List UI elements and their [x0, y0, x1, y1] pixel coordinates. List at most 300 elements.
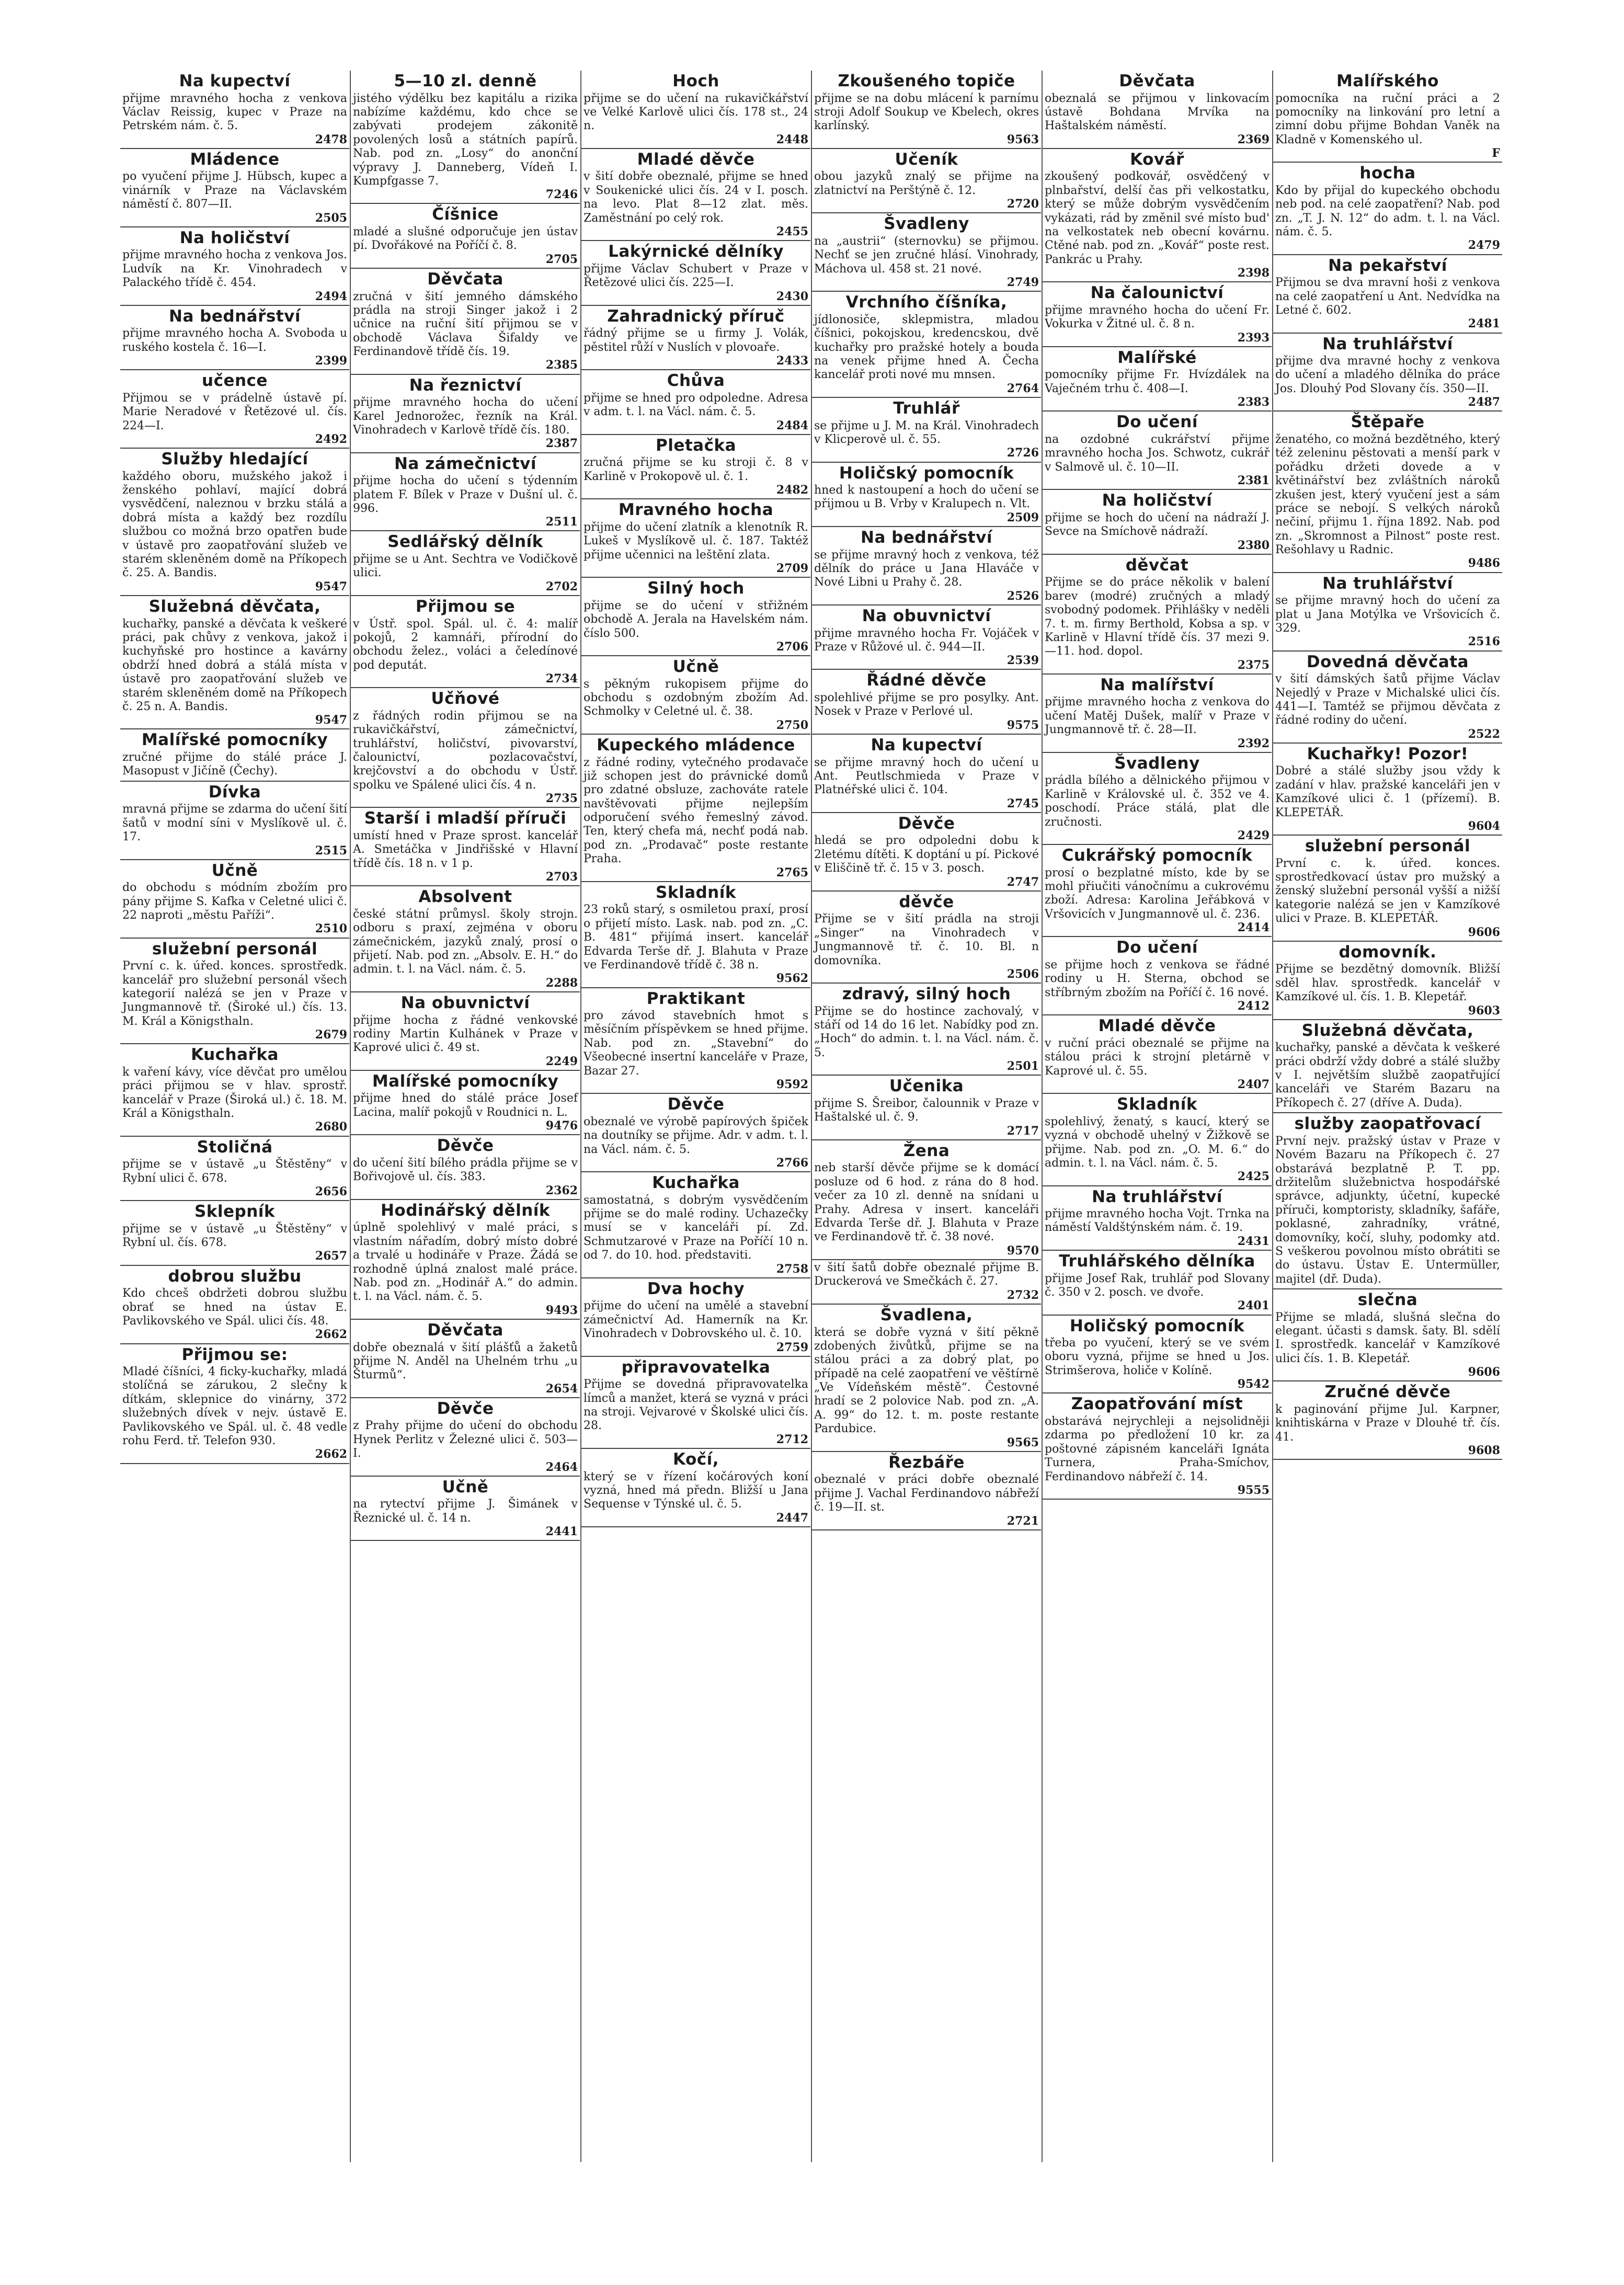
ad-heading: Kuchařka [652, 1173, 740, 1193]
ad-code: 2430 [776, 289, 808, 303]
ad-text: přijme se na dobu mlácení k parnímu stroji Adolf Soukup ve Kbelech, okres karlínský. [814, 92, 1039, 133]
ad-text: Přijme se v šití prádla na stroji „Singer“ na Vinohradech v Jungmannově tř. č. 10. Bl. n domovníka. [814, 912, 1039, 967]
ad-code: 2703 [545, 870, 578, 884]
ad-text: k paginování přijme Jul. Karpner, knihtiskárna v Praze v Dlouhé tř. čís. 41. [1275, 1402, 1500, 1444]
ad-text: přijme mravného hocha Fr. Vojáček v Praze v Růžové ul. č. 944—II. [814, 626, 1039, 654]
classified-ad [812, 1452, 1041, 1530]
ad-heading: Děvče [437, 1136, 494, 1156]
classified-ad [120, 1344, 349, 1464]
ad-code: 9555 [1237, 1483, 1270, 1497]
column-6 [1273, 71, 1502, 2162]
ad-heading: Na truhlářství [1322, 334, 1453, 353]
ad-code: 2510 [315, 922, 347, 936]
ad-heading: Sedlářský dělník [387, 532, 543, 552]
classified-ad [120, 596, 349, 729]
ad-heading: domovník. [1339, 942, 1437, 962]
ad-heading: služby zaopatřovací [1294, 1114, 1481, 1134]
ad-heading: Kuchařka [191, 1045, 279, 1065]
ad-text: se přijme hoch z venkova se řádné rodiny u H. Sterna, obchod se stříbrným zbožím na Poříčí č. 16 nové. [1045, 958, 1270, 999]
ad-heading: připravovatelka [621, 1357, 771, 1377]
ad-text: přijme Josef Rak, truhlář pod Slovany č. 350 v 2. posch. ve dvoře. [1045, 1272, 1270, 1299]
ad-text: ženatého, co možná bezdětného, který též zeleninu pěstovati a menší park v pořádku držeti dovede a v květinářství bez zvláštních nároků zkušen jest, který vyučení jest a sám práce se nebojí. S velkých nároků nečiní, přijmu 1. října 1892. Nab. pod zn. „Skromnost a Pilnost“ poste rest. Rešohlavy u Radnic. [1275, 432, 1500, 557]
ad-code: 2749 [1007, 276, 1039, 290]
ad-code: 9604 [1468, 819, 1500, 833]
ad-code: 2464 [545, 1460, 578, 1474]
classified-ad [812, 984, 1041, 1076]
ad-text: zručná přijme se ku stroji č. 8 v Karlině v Prokopově ul. č. 1. [584, 456, 808, 483]
classified-ad [581, 149, 810, 241]
ad-text: Přijmou se v prádelně ústavě pí. Marie Neradové v Řetězové ul. čís. 224—I. [122, 391, 347, 432]
ad-text: Mladé číšníci, 4 ficky-kuchařky, mladá stolíčná se zárukou, 2 slečny k dítkám, sklepnice do vinárny, 372 služebných dívek v nejv. ústavě E. Pavlikovského ve Spál. ul. č. 48 vedle rohu Ferd. tř. Telefon 930. [122, 1365, 347, 1448]
classified-ad [1043, 675, 1272, 753]
ad-heading: Služby hledající [161, 450, 308, 469]
column-2 [351, 71, 580, 2162]
ad-text: přijme mravného hocha z venkova do učení Matěj Dušek, malíř v Praze v Jungmannově tř. č. 28—II. [1045, 695, 1270, 737]
classified-ad [1043, 412, 1272, 490]
ad-code: 2505 [315, 211, 347, 225]
ad-text: obstarává nejrychleji a nejsolidněji zdarma po předložení 10 kr. za poštovné zápisném kanceláři Ignáta Turnera, Praha-Smíchov, Ferdinandovo nábřeží č. 14. [1045, 1415, 1270, 1483]
ad-heading: Přijmou se: [181, 1345, 288, 1364]
ad-heading: Učňové [431, 689, 500, 709]
ad-text: kuchařky, panské a děvčata k veškeré práci, pak chůvy z venkova, jakož i kuchyňské pro hostince a kavárny obdrží hned dobrá a stálá místa v ústavě pro zaopatřování služeb ve starém skleněném domě na Příkopech č. 25 n. A. Bandis. [122, 617, 347, 713]
ad-text: v Ústř. spol. Spál. ul. č. 4: malíř pokojů, 2 kamnáři, přírodní do obchodu želez., voláci a čeledínové pod deputát. [353, 617, 578, 672]
ad-heading: Na obuvnictví [862, 606, 991, 625]
classified-ad [812, 71, 1041, 149]
ad-heading: Na kupectví [871, 735, 982, 755]
ad-text: přijme se v ústavě „u Štěstěny“ v Rybní ul. čís. 678. [122, 1222, 347, 1250]
ad-heading: Na zámečnictví [394, 454, 537, 473]
classified-ad [1273, 71, 1502, 163]
ad-code: 9493 [545, 1303, 578, 1317]
classified-ad [1273, 1020, 1502, 1114]
ad-heading: Na holičství [1102, 491, 1213, 510]
ad-heading: Stoličná [197, 1137, 273, 1157]
ad-text: přijme S. Šreibor, čalounnik v Praze v Haštalské ul. č. 9. [814, 1096, 1039, 1124]
ad-heading: Zručné děvče [1324, 1383, 1451, 1402]
ad-heading: Dovedná děvčata [1306, 652, 1469, 671]
ad-text: přijme mravného hocha A. Svoboda u ruského kostela č. 16—I. [122, 327, 347, 354]
ad-code: 9542 [1237, 1377, 1270, 1391]
classified-ad [581, 241, 810, 306]
ad-code: 2398 [1237, 266, 1270, 280]
ad-code: 2705 [545, 252, 578, 266]
ad-code: 2441 [545, 1525, 578, 1539]
ad-code: 2385 [545, 358, 578, 372]
ad-text: Přijme se do práce několik v balení barev (modré) zručných a mladý svobodný podomek. Přihlášky v neděli 7. t. m. firmy Berthold, Kobsa a sp. v Karlině v Hlavní třídě čís. 37 mezi 9.—11. hod. dopol. [1045, 576, 1270, 658]
ad-code: 2492 [315, 432, 347, 446]
ad-code: 2455 [776, 225, 808, 239]
ad-text: pro závod stavebních hmot s měsíčním příspěvkem se hned přijme. Nab. pod zn. „Stavební“ do Všeobecné insertní kanceláře v Praze, Bazar 27. [584, 1009, 808, 1078]
ad-text: do učení šití bílého prádla přijme se v Bořivojově ul. čís. 383. [353, 1156, 578, 1184]
classified-ad [1043, 555, 1272, 675]
classified-ad [351, 1071, 580, 1136]
classified-ad [812, 670, 1041, 735]
ad-text: přijme mravného hocha Vojt. Trnka na náměstí Valdštýnském nám. č. 19. [1045, 1207, 1270, 1235]
classified-ad [1273, 1289, 1502, 1381]
ad-text: Přijme se mladá, slušná slečna do elegant. účasti s damsk. šaty. Bl. sdělí I. sprostředk. kancelář v Kamzíkové ulici čís. 1. B. Klepetář. [1275, 1310, 1500, 1365]
classified-ad [812, 463, 1041, 528]
ad-heading: děvče [899, 892, 954, 911]
ad-text: přijme hocha do učení s týdenním platem F. Bílek v Praze v Dušní ul. č. 996. [353, 474, 578, 515]
ad-text: na „austrii“ (sternovku) se přijmou. Nechť se jen zručné hlásí. Vinohrady, Máchova ul. 458 st. 21 nové. [814, 234, 1039, 276]
classified-ad [812, 213, 1041, 292]
ad-heading: Na kupectví [179, 72, 291, 90]
classified-ad [581, 578, 810, 656]
ad-code: 2433 [776, 354, 808, 368]
column-1 [120, 71, 349, 2162]
classified-ad [812, 813, 1041, 892]
classified-ad [351, 269, 580, 375]
newspaper-page [120, 71, 1503, 2162]
classified-ad [351, 531, 580, 596]
ad-code: 2656 [315, 1184, 347, 1198]
ad-text: české státní průmysl. školy strojn. odboru s praxí, zejména v oboru zámečnickém, jazyků znalý, prosí o přijetí. Nab. pod zn. „Absolv. E. H.“ do admin. t. l. na Václ. nám. č. 5. [353, 907, 578, 976]
ad-text: se přijme mravný hoch do učení za plat u Jana Motýlka ve Vršovicích č. 329. [1275, 594, 1500, 635]
ad-text: přijme se u Ant. Sechtra ve Vodičkově ulici. [353, 553, 578, 580]
ad-text: prádla bílého a dělnického přijmou v Karlině v Královské ul. č. 352 ve 4. poschodí. Práce stálá, plat dle zručnosti. [1045, 774, 1270, 829]
ad-text: se přijme mravný hoch z venkova, též dělník do práce u Jana Hlaváče v Nové Libni u Prahy č. 28. [814, 548, 1039, 589]
classified-ad [581, 1449, 810, 1527]
classified-ad [120, 1044, 349, 1136]
classified-ad [1273, 412, 1502, 573]
classified-ad [1043, 1094, 1272, 1186]
classified-ad [351, 688, 580, 808]
ad-heading: Skladník [656, 883, 736, 902]
classified-ad [351, 204, 580, 269]
classified-ad [1043, 845, 1272, 937]
ad-heading: Učně [211, 861, 258, 880]
ad-heading: Děvče [667, 1095, 725, 1114]
ad-code: 2745 [1007, 796, 1039, 810]
ad-code: 2494 [315, 289, 347, 303]
ad-text: k vaření kávy, více děvčat pro umělou práci přijmou se v hlav. sprostř. kancelář v Praze (Široká ul.) č. 18. M. Král a Königsthaln. [122, 1065, 347, 1121]
classified-ad [120, 1137, 349, 1202]
ad-heading: Mladé děvče [1098, 1016, 1216, 1036]
ad-code: 2702 [545, 579, 578, 593]
ad-text: přijme Václav Schubert v Praze v Řetězové ulici čís. 225—I. [584, 262, 808, 290]
ad-code: 2482 [776, 483, 808, 497]
ad-text: Dobré a stálé služby jsou vždy k zadání v hlav. pražské kanceláři jen v Kamzíkové ulici č. 1 (přízemí). B. KLEPETÁŘ. [1275, 764, 1500, 819]
ad-heading: Zkoušeného topiče [838, 72, 1015, 90]
ad-code: 9606 [1468, 925, 1500, 939]
ad-code: 2479 [1468, 238, 1500, 253]
classified-ad [581, 306, 810, 371]
classified-ad [581, 71, 810, 149]
ad-text: z řádných rodin přijmou se na rukavičkářství, zámečnictví, truhlářství, holičství, pivovarství, čalounictví, pozlacovačství, krejčovství a do obchodu v Ústř. spolku ve Spálené ulici čís. 4 n. [353, 709, 578, 792]
classified-ad [120, 1266, 349, 1344]
ad-text: přijme mravného hocha do učení Karel Jednorožec, řezník na Král. Vinohradech v Karlově třídě čís. 180. [353, 396, 578, 437]
ad-heading: Kupeckého mládence [597, 735, 795, 755]
ad-heading: Žena [903, 1141, 950, 1160]
ad-heading: Učně [672, 657, 719, 677]
ad-code: 2732 [1007, 1288, 1039, 1302]
ad-heading: Sklepník [194, 1202, 276, 1221]
ad-heading: Švadleny [884, 214, 969, 234]
classified-ad [812, 1260, 1041, 1305]
ad-code: 2392 [1237, 736, 1270, 750]
classified-ad [1043, 1316, 1272, 1394]
classified-ad [581, 370, 810, 435]
ad-code: 9547 [315, 713, 347, 727]
classified-ad [120, 370, 349, 449]
ad-heading: Děvčata [1119, 72, 1195, 90]
classified-ad [351, 992, 580, 1071]
ad-code: 2249 [545, 1054, 578, 1068]
ad-code: 2484 [776, 418, 808, 432]
ad-code: 2662 [315, 1328, 347, 1342]
ad-code: 9563 [1007, 132, 1039, 146]
classified-ad [120, 939, 349, 1045]
ad-text: který se v řízení kočárových koní vyzná, hned má předn. Bližší u Jana Sequense v Týnské ul. č. 5. [584, 1470, 808, 1511]
classified-ad [120, 729, 349, 781]
ad-heading: Na bednářství [861, 528, 992, 547]
classified-ad [581, 435, 810, 500]
ad-heading: děvčat [1125, 555, 1189, 575]
classified-ad [1273, 334, 1502, 412]
ad-text: hned k nastoupení a hoch do učení se přijmou u B. Vrby v Kralupech n. Vlt. [814, 484, 1039, 511]
classified-ad [351, 375, 580, 453]
classified-ad [581, 882, 810, 988]
classified-ad [351, 1477, 580, 1541]
ad-text: Přijme se bezdětný domovník. Bližší sděl hlav. sprostředk. kancelář v Kamzíkové ul. čís. 1. B. Klepetář. [1275, 963, 1500, 1004]
ad-text: přijme hocha z řádné venkovské rodiny Martin Kulhánek v Praze v Kaprové ulici č. 49 st. [353, 1013, 578, 1055]
ad-heading: Na holičství [179, 228, 290, 247]
ad-code: 2747 [1007, 875, 1039, 889]
ad-text: prosí o bezplatné místo, kde by se mohl přiučiti vánočnímu a cukrovému zboží. Adresa: Karolina Jeřábková v Vršovicích v Jungmannově ul. č. 236. [1045, 866, 1270, 921]
classified-ad [581, 1172, 810, 1278]
ad-code: 2509 [1007, 510, 1039, 524]
ad-heading: Malířského [1336, 72, 1439, 90]
classified-ad [120, 782, 349, 860]
classified-ad [812, 605, 1041, 670]
ad-heading: Služebná děvčata, [1301, 1021, 1474, 1040]
ad-text: dobře obeznalá v šití plášťů a žaketů přijme N. Anděl na Uhelném trhu „u Šturmů“. [353, 1341, 578, 1382]
classified-ad [351, 1320, 580, 1398]
ad-heading: Přijmou se [415, 597, 516, 616]
ad-code: 2381 [1237, 474, 1270, 488]
ad-text: samostatná, s dobrým vysvědčením přijme se do malé rodiny. Uchazečky musí se v kanceláři pí. Zd. Schmutzarové v Praze na Poříčí 10 n. od 7. do 10. hod. představiti. [584, 1193, 808, 1262]
ad-heading: Mravného hocha [618, 500, 774, 520]
ad-text: přijme se do učení na rukavičkářství ve Velké Karlově ulici čís. 178 st., 24 n. [584, 92, 808, 133]
ad-code: 2720 [1007, 197, 1039, 211]
ad-text: obou jazyků znalý se přijme na zlatnictví na Perštýně č. 12. [814, 170, 1039, 197]
classified-ad [1043, 753, 1272, 845]
ad-text: po vyučení přijme J. Hübsch, kupec a vinárník v Praze na Václavském náměstí č. 807—II. [122, 170, 347, 211]
ad-text: přijme se v ústavě „u Štěstěny“ v Rybní ulici č. 678. [122, 1158, 347, 1185]
classified-ad [351, 453, 580, 532]
ad-heading: učence [202, 371, 268, 391]
classified-ad [1273, 163, 1502, 255]
ad-heading: služební personál [152, 939, 318, 958]
ad-code: 2735 [545, 792, 578, 806]
ad-heading: Učenika [889, 1077, 964, 1096]
classified-ad [120, 1201, 349, 1266]
ad-text: mladé a slušné odporučuje jen ústav pí. Dvořákové na Poříčí č. 8. [353, 225, 578, 253]
ad-text: pomocníka na ruční práci a 2 pomocníky na linkování pro letní a zimní dobu přijme Bohdan Vaněk na Kladně v Komenského ul. [1275, 92, 1500, 146]
ad-text: přijme se do učení v střižném obchodě A. Jerala na Havelském nám. číslo 500. [584, 599, 808, 640]
ad-text: jídlonosiče, sklepmistra, mladou číšnici, pokojskou, kredencskou, dvě kuchařky pro pražské hotely a bouda na venek přijme hned A. Čecha kancelář proti nové mu mnsen. [814, 313, 1039, 382]
classified-ad [1043, 1251, 1272, 1316]
ad-text: z řádné rodiny, vytečného prodavače již schopen jest do právnické domů pro zdatné obsluze, zachováte ratele navštěvovati přijme nejlepším odporučení svého řemeslný závod. Ten, který chefa má, nechť podá nab. pod zn. „Prodavač“ poste restante Praha. [584, 756, 808, 866]
ad-code: 2516 [1468, 635, 1500, 649]
classified-ad [1043, 490, 1272, 555]
ad-code: 2539 [1007, 654, 1039, 668]
classified-ad [812, 149, 1041, 214]
ad-heading: Děvčata [427, 269, 504, 289]
ad-text: První c. k. úřed. konces. sprostředkovací ústav pro mužský a ženský služební personál vyšší a nižší kategorie nalézá se jen v Kamzíkové ulici v Praze. B. KLEPETÁŘ. [1275, 856, 1500, 926]
ad-text: přijme dva mravné hochy z venkova do učení a mladého dělníka do práce Jos. Dlouhý Pod Slovany čís. 350—II. [1275, 355, 1500, 395]
ad-text: v šití dobře obeznalé, přijme se hned v Soukenické ulici čís. 24 v I. posch. na levo. Plat 8—12 zlat. měs. Zaměstnání po celý rok. [584, 170, 808, 225]
ad-text: na rytectví přijme J. Šimánek v Řeznické ul. č. 14 n. [353, 1498, 578, 1525]
ad-code: 2412 [1237, 999, 1270, 1013]
classified-ad [812, 527, 1041, 605]
ad-heading: Chůva [667, 371, 725, 391]
ad-code: 2717 [1007, 1124, 1039, 1138]
ad-heading: Služebná děvčata, [148, 597, 321, 616]
ad-code: F [1492, 146, 1500, 161]
ad-code: 2526 [1007, 589, 1039, 603]
ad-heading: Malířské pomocníky [372, 1071, 559, 1091]
ad-text: neb starší děvče přijme se k domácí posluze od 6 hod. z rána do 8 hod. večer za 10 zl. denně na snídani u Prahy. Adresa v insert. kanceláři Edvarda Terše dř. J. Blahuta v Praze ve Ferdinandově tř. č. 38 nové. [814, 1161, 1039, 1244]
ad-heading: Holičský pomocník [839, 463, 1014, 483]
ad-code: 9570 [1007, 1243, 1039, 1258]
classified-ad [351, 886, 580, 992]
ad-code: 2387 [545, 437, 578, 451]
ad-code: 2734 [545, 672, 578, 686]
ad-text: v ruční práci obeznalé se přijme na stálou práci k strojní pletárně v Kaprové ul. č. 55. [1045, 1036, 1270, 1078]
ad-code: 2712 [776, 1432, 808, 1446]
classified-ad [1273, 1113, 1502, 1289]
ad-code: 2654 [545, 1381, 578, 1396]
ad-heading: Řezbáře [888, 1453, 965, 1472]
ad-code: 2375 [1237, 658, 1270, 672]
classified-ad [120, 149, 349, 227]
ad-code: 2679 [315, 1028, 347, 1042]
column-4 [812, 71, 1041, 2162]
ad-heading: Kuchařky! Pozor! [1307, 744, 1469, 763]
classified-ad [581, 735, 810, 882]
ad-code: 2680 [315, 1120, 347, 1134]
ad-heading: dobrou službu [168, 1266, 302, 1286]
ad-text: přijme do učení na umělé a stavební zámečnictví Ad. Hamerník na Kr. Vinohradech v Dobrovského ul. č. 10. [584, 1299, 808, 1341]
ad-text: do obchodu s módním zbožím pro pány přijme S. Kafka v Celetné ulici č. 22 naproti „městu Paříži“. [122, 881, 347, 922]
ad-text: zručné přijme do stálé práce J. Masopust v Jičíně (Čechy). [122, 751, 347, 778]
ad-heading: Hoch [672, 72, 719, 90]
classified-ad [351, 1200, 580, 1320]
classified-ad [1043, 937, 1272, 1015]
classified-ad [1043, 71, 1272, 149]
classified-ad [581, 1278, 810, 1357]
ad-code: 2511 [545, 515, 578, 529]
ad-code: 9575 [1007, 718, 1039, 732]
ad-heading: Na truhlářství [1092, 1187, 1222, 1206]
ad-heading: Hodinářský dělník [380, 1201, 551, 1220]
ad-code: 2522 [1468, 727, 1500, 741]
ad-code: 2758 [776, 1262, 808, 1276]
ad-heading: Cukrářský pomocník [1061, 846, 1253, 865]
ad-heading: Skladník [1117, 1095, 1197, 1114]
ad-code: 9547 [315, 579, 347, 593]
ad-heading: Na pekařství [1328, 256, 1447, 275]
ad-code: 2380 [1237, 538, 1270, 552]
ad-code: 2407 [1237, 1078, 1270, 1092]
ad-code: 2481 [1468, 317, 1500, 331]
classified-ad [581, 499, 810, 578]
ad-heading: Praktikant [646, 989, 746, 1008]
ad-code: 9608 [1468, 1444, 1500, 1458]
ad-heading: Na čalounictví [1090, 283, 1224, 303]
ad-code: 2369 [1237, 132, 1270, 146]
ad-heading: Silný hoch [647, 579, 745, 598]
classified-ad [120, 449, 349, 596]
ad-heading: Na bednářství [169, 306, 301, 326]
ad-text: 23 roků starý, s osmiletou praxí, prosí o přijetí místo. Lask. nab. pod zn. „C. B. 481“ přijímá insert. kancelář Edvarda Terše dř. J. Blahuta v Praze ve Ferdinandově třídě č. 38 n. [584, 903, 808, 972]
ad-text: obeznalé v práci dobře obeznalé přijme J. Vachal Ferdinandovo nábřeží č. 19—II. st. [814, 1473, 1039, 1514]
ad-code: 2765 [776, 865, 808, 879]
ad-code: 9486 [1468, 556, 1500, 570]
classified-ad [351, 808, 580, 886]
ad-heading: Děvčata [427, 1320, 504, 1340]
ad-heading: Švadleny [1114, 753, 1200, 773]
classified-ad [1273, 942, 1502, 1020]
ad-heading: slečna [1357, 1290, 1418, 1310]
ad-heading: Absolvent [418, 887, 512, 907]
classified-ad [812, 1140, 1041, 1260]
classified-ad [120, 860, 349, 939]
ad-heading: Mládence [190, 150, 280, 169]
ad-code: 2726 [1007, 446, 1039, 460]
ad-heading: Vrchního číšníka, [845, 293, 1008, 312]
ad-text: zručná v šití jemného dámského prádla na stroji Singer jakož i 2 učnice na ruční šití přijmou se v obchodě Václava Šifaldy ve Ferdinandově třídě čís. 19. [353, 290, 578, 359]
classified-ad [1273, 573, 1502, 652]
ad-text: Přijme se do hostince zachovalý, v stáří od 14 do 16 let. Nabídky pod zn. „Hoch“ do admin. t. l. na Václ. nám. č. 5. [814, 1004, 1039, 1059]
ad-code: 2501 [1007, 1059, 1039, 1073]
classified-ad [812, 1305, 1041, 1452]
classified-ad [351, 1398, 580, 1477]
ad-code: 9562 [776, 972, 808, 986]
classified-ad [120, 71, 349, 149]
ad-text: přijme mravného hocha z venkova Jos. Ludvík na Kr. Vinohradech v Palackého třídě č. 454. [122, 248, 347, 290]
ad-code: 2764 [1007, 381, 1039, 395]
classified-ad [1043, 1015, 1272, 1094]
classified-ad [1273, 255, 1502, 334]
classified-ad [1273, 836, 1502, 942]
classified-ad [812, 735, 1041, 813]
ad-code: 9606 [1468, 1365, 1500, 1379]
classified-ad [812, 398, 1041, 463]
classified-ad [1043, 347, 1272, 412]
ad-heading: Do učení [1116, 938, 1198, 957]
ad-text: na ozdobné cukrářství přijme mravného hocha Jos. Schwotz, cukrář v Salmově ul. č. 10—II. [1045, 432, 1270, 474]
ad-code: 2383 [1237, 395, 1270, 409]
ad-text: v šití dámských šatů přijme Václav Nejedlý v Praze v Michalské ulici čís. 441—I. Tamtéž se přijmou děvčata z řádné rodiny do učení. [1275, 672, 1500, 727]
ad-heading: Děvče [437, 1399, 494, 1418]
classified-ad [1043, 1186, 1272, 1251]
ad-text: která se dobře vyzná v šití pěkně zdobených živůtků, přijme se na stálou práci a za dobrý plat, po případě na celé zaopatření ve věštírně „Ve Vídeňském městě“. Čestovné hradí se 2 polovice Nab. pod zn. „A. A. 99“ do 12. t. m. poste restante Pardubice. [814, 1326, 1039, 1436]
ad-code: 2447 [776, 1511, 808, 1525]
classified-ad [1273, 652, 1502, 744]
ad-heading: Číšnice [432, 205, 499, 224]
ad-text: spolehlivé přijme se pro posylky. Ant. Nosek v Praze v Perlové ul. [814, 691, 1039, 718]
ad-text: úplně spolehlivý v malé práci, s vlastním nářadím, dobrý místo dobré a trvalé u hodináře v Praze. Žádá se rozhodně úplná znalost malé práce. Nab. pod zn. „Hodinář A.“ do admin. t. l. na Václ. nám. č. 5. [353, 1221, 578, 1304]
ad-heading: Zaopatřování míst [1071, 1395, 1243, 1414]
classified-ad [351, 71, 580, 204]
ad-code: 2429 [1237, 828, 1270, 842]
ad-code: 9603 [1468, 1003, 1500, 1018]
ad-heading: Na řeznictví [409, 375, 522, 395]
ad-text: přijme mravného hocha do učení Fr. Vokurka v Žitné ul. č. 8 n. [1045, 303, 1270, 331]
classified-ad [120, 306, 349, 371]
